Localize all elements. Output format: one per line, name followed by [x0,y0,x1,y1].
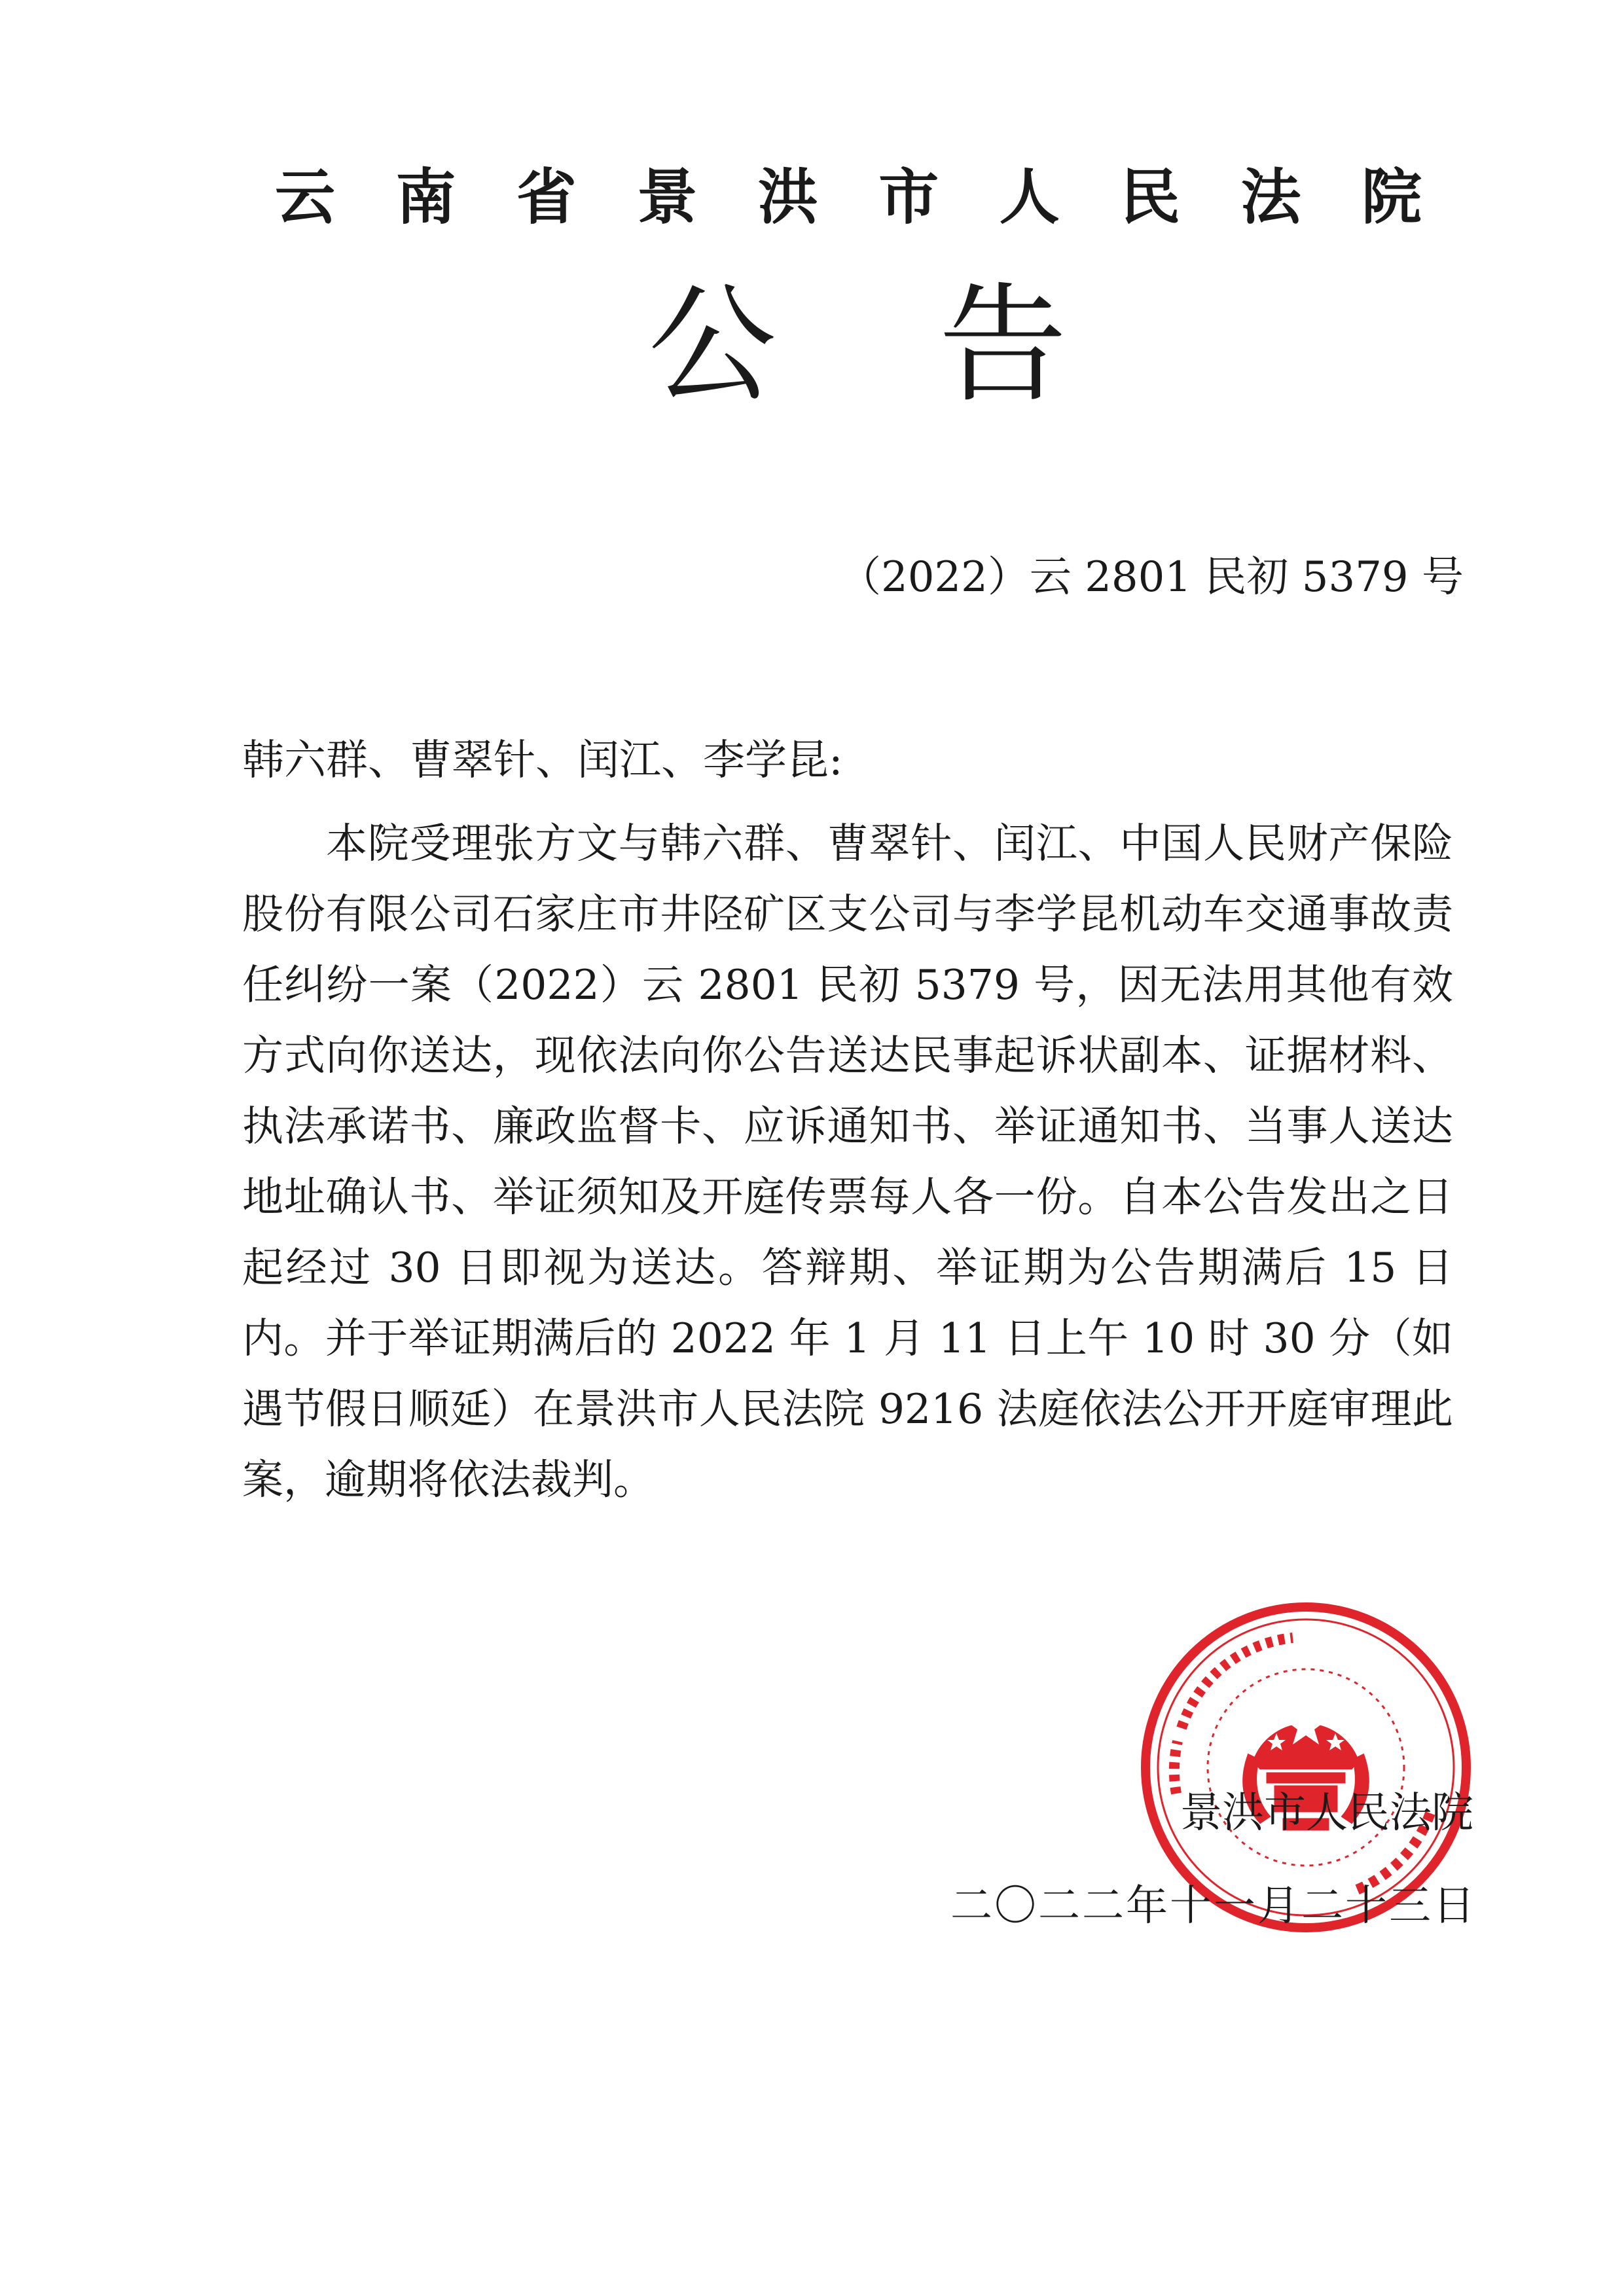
title-char: 公 [648,271,777,420]
court-name-char: 人 [999,162,1065,232]
court-name-char: 云 [275,162,341,232]
court-name-char: 景 [637,162,703,232]
court-name-char: 南 [395,162,461,232]
title-char: 告 [938,271,1067,420]
notice-title [648,271,1067,420]
court-name-heading [275,162,1427,232]
notice-body: 本院受理张方文与韩六群、曹翠针、闰江、中国人民财产保险股份有限公司石家庄市井陉矿区支公司与李学昆机动车交通事故责任纠纷一案（2022）云 2801 民初 5379 号，因无法用其他有效方式向你送达，现依法向你公告送达民事起诉状副本、证据材料、执法承诺书、廉政监督卡、应诉通知书、举证通知书、当事人送达地址确认书、举证须知及开庭传票每人各一份。自本公告发出之日起经过 30 日即视为送达。答辩期、举证期为公告期满后 15 日内。并于举证期满后的 2022 年 1 月 11 日上午 10 时 30 分（如遇节假日顺延）在景洪市人民法院 9216 法庭依法公开开庭审理此案，逾期将依法裁判。 [242,820,1453,1504]
court-name-char: 院 [1361,162,1427,232]
case-number: （2022）云 2801 民初 5379 号 [839,553,1464,602]
court-name-char: 市 [878,162,945,232]
addressee-line: 韩六群、曹翠针、闰江、李学昆: [242,736,843,785]
court-name-char: 民 [1120,162,1186,232]
court-name-char: 洪 [757,162,823,232]
court-name-char: 法 [1240,162,1307,232]
signer-name: 景洪市人民法院 [1180,1789,1473,1837]
issue-date: 二〇二二年十一月二十三日 [950,1882,1477,1930]
court-name-char: 省 [516,162,582,232]
